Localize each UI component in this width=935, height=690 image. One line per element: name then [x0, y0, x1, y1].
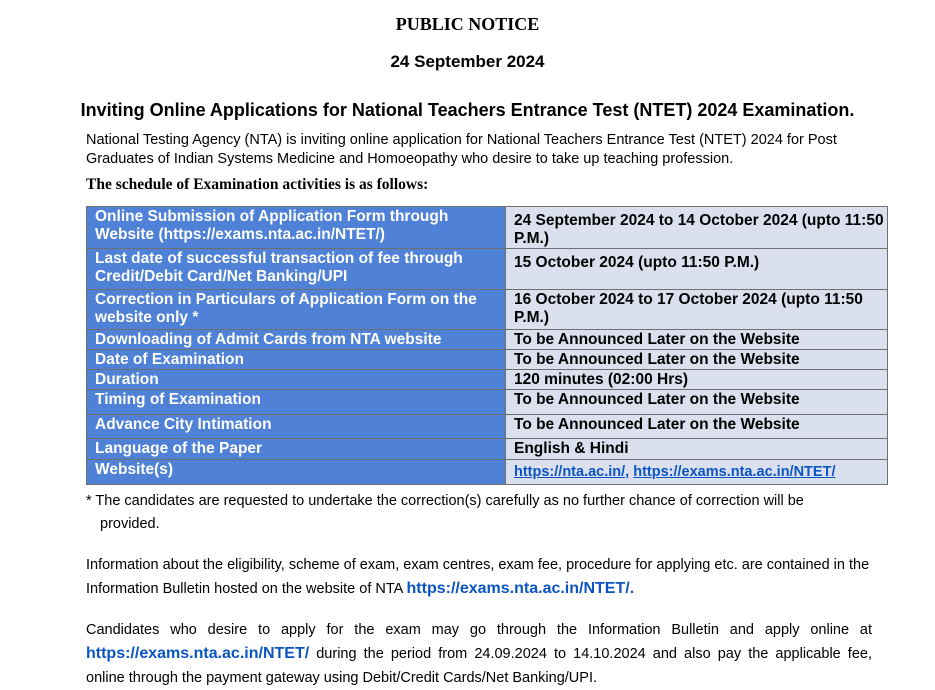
apply-text-before: Candidates who desire to apply for the exam may go through the Information Bulletin and apply online at — [86, 622, 872, 638]
schedule-table — [86, 206, 888, 485]
schedule-label: Date of Examination — [87, 350, 506, 370]
table-row — [87, 370, 888, 390]
table-row — [87, 207, 888, 249]
intro-paragraph: National Testing Agency (NTA) is inviting online application for National Teachers Entrance Test (NTET) 2024 for Post Graduates of Indian Systems Medicine and Homoeopathy who desire to take up teaching profession. — [86, 132, 837, 167]
schedule-label: Duration — [87, 370, 506, 390]
table-row — [87, 439, 888, 460]
nta-website-link[interactable]: https://nta.ac.in/ — [514, 464, 626, 480]
schedule-value: To be Announced Later on the Website — [506, 330, 888, 350]
schedule-label: Advance City Intimation — [87, 415, 506, 439]
footnote-line-2: provided. — [100, 516, 160, 532]
schedule-value: 120 minutes (02:00 Hrs) — [506, 370, 888, 390]
schedule-heading: The schedule of Examination activities is as follows: — [86, 176, 429, 193]
notice-heading: Inviting Online Applications for National Teachers Entrance Test (NTET) 2024 Examination. — [80, 100, 855, 120]
schedule-label: Online Submission of Application Form through Website (https://exams.nta.ac.in/NTET/) — [87, 207, 506, 249]
schedule-label: Last date of successful transaction of fee through Credit/Debit Card/Net Banking/UPI — [87, 249, 506, 290]
apply-paragraph — [86, 618, 872, 690]
table-row — [87, 415, 888, 439]
schedule-label: Language of the Paper — [87, 439, 506, 460]
correction-footnote — [86, 490, 876, 536]
table-row — [87, 460, 888, 485]
apply-text-after: during the period from 24.09.2024 to 14.10.2024 and also pay the applicable fee, online through the payment gateway using Debit/Credit Cards/Net Banking/UPI. — [86, 646, 872, 686]
schedule-value-websites — [506, 460, 888, 485]
schedule-value: English & Hindi — [506, 439, 888, 460]
table-row — [87, 330, 888, 350]
schedule-label: Timing of Examination — [87, 390, 506, 415]
notice-title: PUBLIC NOTICE — [395, 14, 540, 34]
table-row — [87, 390, 888, 415]
table-row — [87, 290, 888, 330]
schedule-value: To be Announced Later on the Website — [506, 350, 888, 370]
notice-date: 24 September 2024 — [390, 52, 545, 71]
info-link[interactable]: https://exams.nta.ac.in/NTET/. — [406, 580, 635, 597]
schedule-value: To be Announced Later on the Website — [506, 415, 888, 439]
info-paragraph — [86, 553, 876, 601]
schedule-value: To be Announced Later on the Website — [506, 390, 888, 415]
ntet-website-link[interactable]: https://exams.nta.ac.in/NTET/ — [633, 464, 836, 480]
table-row — [87, 350, 888, 370]
info-text: Information about the eligibility, scheme of exam, exam centres, exam fee, procedure for applying etc. are contained in the Information Bulletin hosted on the website of NTA — [86, 557, 870, 597]
schedule-label: Website(s) — [87, 460, 506, 485]
table-row — [87, 249, 888, 290]
schedule-value: 15 October 2024 (upto 11:50 P.M.) — [506, 249, 888, 290]
footnote-line-1: * The candidates are requested to undertake the correction(s) carefully as no further chance of correction will be — [86, 493, 804, 509]
schedule-value: 24 September 2024 to 14 October 2024 (upto 11:50 P.M.) — [506, 207, 888, 249]
schedule-label: Correction in Particulars of Application Form on the website only * — [87, 290, 506, 330]
schedule-value: 16 October 2024 to 17 October 2024 (upto 11:50 P.M.) — [506, 290, 888, 330]
link-separator: , — [625, 464, 630, 480]
apply-link[interactable]: https://exams.nta.ac.in/NTET/ — [86, 645, 310, 662]
schedule-label: Downloading of Admit Cards from NTA website — [87, 330, 506, 350]
